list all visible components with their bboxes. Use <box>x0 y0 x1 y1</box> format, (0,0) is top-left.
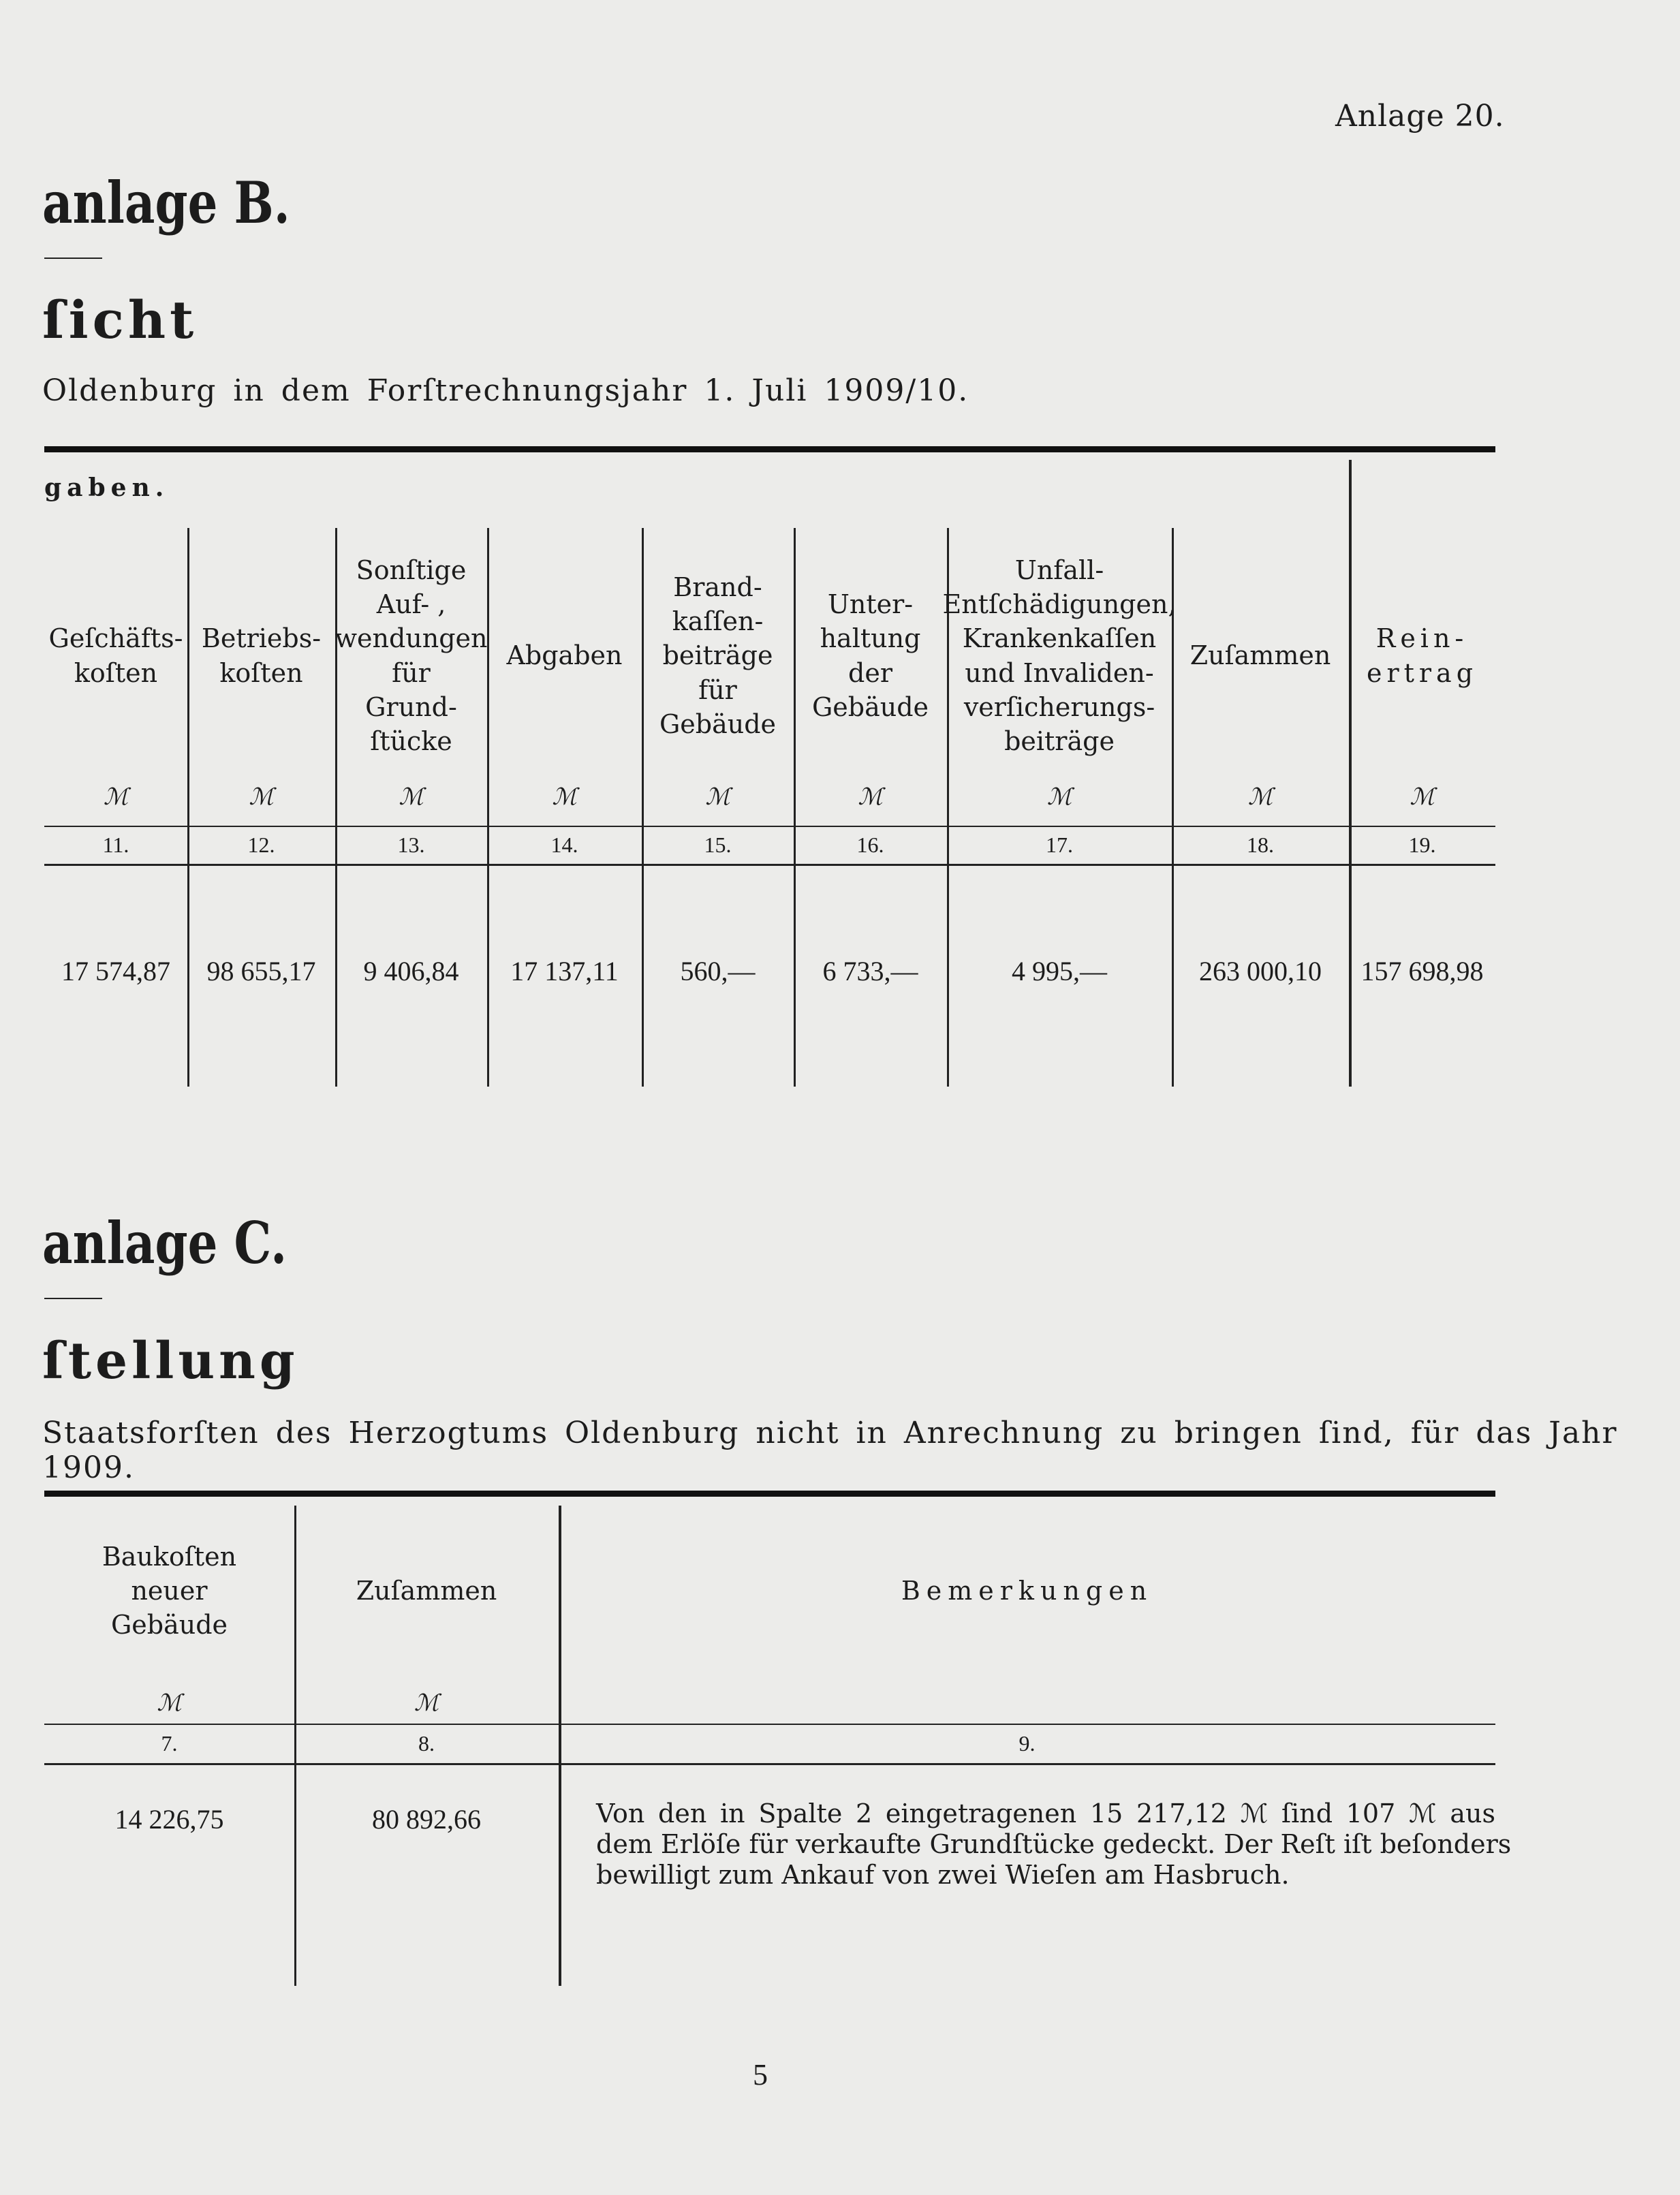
table-b-row-value: 4 995,— <box>1012 955 1107 986</box>
table-b-row-value: 157 698,98 <box>1360 955 1484 986</box>
table-b-header-line: Unfall- <box>1014 555 1104 586</box>
section-c-divider <box>44 1298 102 1299</box>
table-b-header-line: ſtücke <box>370 726 452 756</box>
table-b-header-line: für <box>698 674 737 705</box>
section-b-top-rule <box>44 446 1495 452</box>
table-b-header-line: Krankenkaſſen <box>962 623 1157 654</box>
table-b-header-line: der <box>848 657 892 688</box>
table-c-header-line: Gebäude <box>110 1610 228 1640</box>
table-b-row-value: 560,— <box>680 955 756 986</box>
table-c-header-line: Zuſammen <box>356 1575 497 1606</box>
section-b-heading: anlage B. <box>42 169 290 236</box>
table-b-header-line: Grund- <box>365 691 457 722</box>
table-b-row-value: 17 137,11 <box>510 955 619 986</box>
table-b-header-line: Abgaben <box>506 640 623 671</box>
table-b-header-line: ertrag <box>1366 657 1478 688</box>
table-b-index-rule-bottom <box>44 864 1495 866</box>
table-b-header-line: beiträge <box>1004 726 1115 756</box>
table-b-header-line: haltung <box>820 623 921 654</box>
table-b-header-line: Auf- , <box>376 589 446 620</box>
table-b-column-header <box>487 528 642 783</box>
table-b-header-line: wendungen <box>335 623 488 654</box>
section-c-top-rule <box>44 1491 1495 1497</box>
table-b-column-index: 18. <box>1247 832 1274 857</box>
table-b-unit-label: ℳ <box>249 783 274 811</box>
table-b-column-header <box>642 528 794 783</box>
table-b-header-line: Rein- <box>1375 623 1469 654</box>
table-b-column-header <box>1349 528 1495 783</box>
table-b-header-line: verſicherungs- <box>963 691 1155 722</box>
table-b-header-line: kaſſen- <box>672 606 764 637</box>
table-c-baukosten-value: 14 226,75 <box>114 1803 224 1835</box>
table-b-header-line: Sonſtige <box>356 555 467 586</box>
table-b-column-index: 11. <box>102 832 129 857</box>
bemerkungen-line: bewilligt zum Ankauf von zwei Wieſen am Hasbruch. <box>596 1859 1290 1890</box>
table-c-header-line: Bemerkungen <box>901 1575 1153 1606</box>
anlage-number: Anlage 20. <box>1335 99 1505 134</box>
table-b-unit-label: ℳ <box>399 783 424 811</box>
table-b-header-line: und Invaliden- <box>965 657 1154 688</box>
section-b-title: ſicht <box>42 290 198 350</box>
bemerkungen-line: Von den in Spalte 2 eingetragenen 15 217,12 ℳ ſind 107 ℳ aus <box>596 1799 1495 1828</box>
table-b-column-index: 14. <box>550 832 578 857</box>
table-b-column-index: 12. <box>247 832 275 857</box>
table-b-unit-label: ℳ <box>1247 783 1273 811</box>
bemerkungen-line: dem Erlöſe für verkaufte Grundſtücke gedeckt. Der Reſt iſt beſonders <box>596 1828 1512 1859</box>
section-c-subtitle: Staatsforſten des Herzogtums Oldenburg nicht in Anrechnung zu bringen ſind, für das Jahr 1909. <box>42 1416 1618 1485</box>
table-b-column-index: 13. <box>397 832 425 857</box>
table-b-header-line: koſten <box>74 657 158 688</box>
table-b-header-line: Geſchäfts- <box>48 623 183 654</box>
section-c-heading: anlage C. <box>42 1209 287 1277</box>
section-c-title: ſtellung <box>42 1332 299 1390</box>
table-c-column-index: 7. <box>161 1730 178 1756</box>
table-b-header-line: koſten <box>219 657 303 688</box>
table-c-column-header <box>294 1506 559 1676</box>
table-b-unit-label: ℳ <box>552 783 577 811</box>
table-c-unit-label: ℳ <box>414 1690 439 1717</box>
table-b-column-index: 19. <box>1408 832 1436 857</box>
table-c-column-index: 8. <box>418 1730 435 1756</box>
table-b-header-line: Gebäude <box>811 691 929 722</box>
table-b-header-line: beiträge <box>662 640 773 671</box>
table-b-header-line: Gebäude <box>659 709 777 739</box>
table-b-column-header <box>335 528 487 783</box>
table-c-column-index: 9. <box>1018 1730 1036 1756</box>
table-b-unit-label: ℳ <box>1410 783 1435 811</box>
table-b-unit-label: ℳ <box>858 783 883 811</box>
table-b-header-line: Zuſammen <box>1189 640 1331 671</box>
table-b-column-index: 17. <box>1046 832 1073 857</box>
table-b-column-header <box>187 528 335 783</box>
table-b-unit-label: ℳ <box>1046 783 1072 811</box>
table-c-index-rule-bottom <box>44 1763 1495 1765</box>
table-b-column-header <box>44 528 187 783</box>
table-b-column-header <box>942 528 1177 783</box>
table-b-column-header <box>1172 528 1349 783</box>
table-b-header-line: Unter- <box>827 589 914 620</box>
table-b-header-line: Betriebs- <box>201 623 322 654</box>
table-b-unit-label: ℳ <box>705 783 730 811</box>
table-c-header-line: Baukoſten <box>102 1541 237 1572</box>
table-b-column-header <box>794 528 947 783</box>
table-b-unit-label: ℳ <box>103 783 129 811</box>
section-b-subtitle: Oldenburg in dem Forſtrechnungsjahr 1. Juli 1909/10. <box>42 373 969 408</box>
table-b-row-value: 9 406,84 <box>363 955 459 986</box>
table-b-column-index: 15. <box>704 832 732 857</box>
table-c-unit-label: ℳ <box>157 1690 182 1717</box>
table-c-bemerkungen-text <box>596 1799 1512 1890</box>
table-b-header-line: Brand- <box>673 572 762 603</box>
table-c-column-header <box>44 1506 294 1676</box>
table-c-zusammen-value: 80 892,66 <box>372 1803 481 1835</box>
section-b-divider <box>44 258 102 259</box>
table-b-header-line: für <box>392 657 431 688</box>
table-b-row-value: 17 574,87 <box>61 955 170 986</box>
table-b-column-index: 16. <box>856 832 884 857</box>
table-c-column-header <box>559 1506 1495 1676</box>
table-c-header-line: neuer <box>131 1575 208 1606</box>
table-b-row-value: 6 733,— <box>822 955 918 986</box>
table-b-row-value: 263 000,10 <box>1199 955 1322 986</box>
page-number: 5 <box>753 2058 768 2091</box>
table-b-header-line: Entſchädigungen, <box>942 589 1177 620</box>
table-b-row-value: 98 655,17 <box>206 955 316 986</box>
section-b-group-label: gaben. <box>44 473 170 502</box>
